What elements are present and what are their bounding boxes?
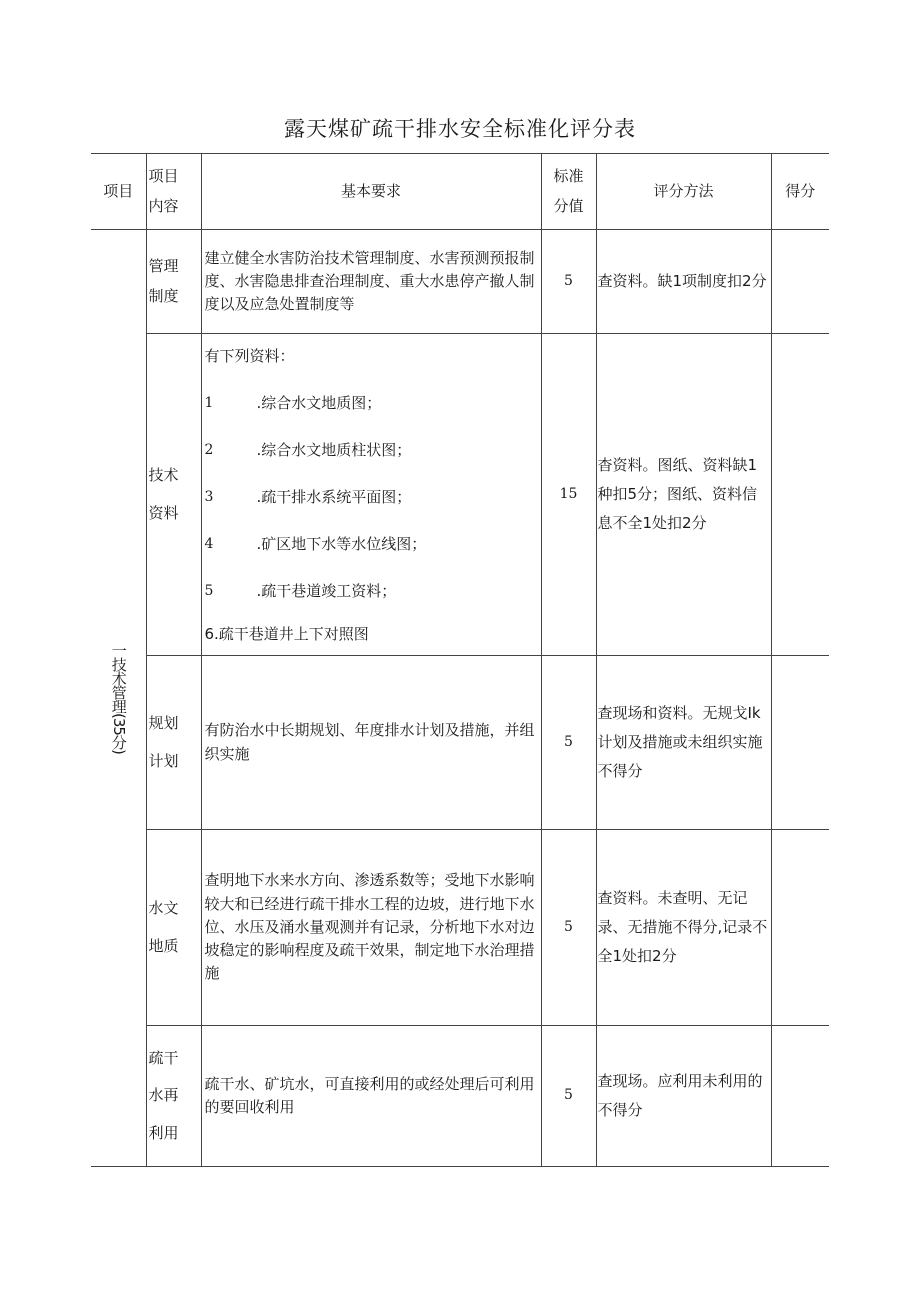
method-cell: 查现场。应利用未利用的不得分 <box>596 1026 771 1167</box>
table-row <box>91 830 829 1026</box>
content-cell: 水文 地质 <box>146 830 201 1026</box>
requirement-intro: 有下列资料： <box>204 347 295 366</box>
method-cell: 查现场和资料。无规戈Ik计划及措施或未组织实施不得分 <box>596 656 771 830</box>
header-content: 项目 内容 <box>146 154 201 230</box>
got-cell <box>771 230 829 334</box>
header-requirement: 基本要求 <box>201 154 541 230</box>
content-cell: 疏干 水再 利用 <box>146 1026 201 1167</box>
table-row <box>91 230 829 334</box>
header-got: 得分 <box>771 154 829 230</box>
header-item: 项目 <box>91 154 146 230</box>
list-item: 2 .综合水文地质柱状图； <box>204 440 412 459</box>
got-cell <box>771 1026 829 1167</box>
score-cell: 5 <box>541 656 596 830</box>
list-item: 5 .疏干巷道竣工资料； <box>204 581 397 600</box>
content-cell: 技术 资料 <box>146 334 201 656</box>
list-item: 3 .疏干排水系统平面图； <box>204 487 412 506</box>
method-cell: 杳资料。图纸、资料缺1种扣5分；图纸、资料信息不全1处扣2分 <box>596 334 771 656</box>
section-label: 一技术管理(35分) <box>109 642 128 754</box>
got-cell <box>771 656 829 830</box>
got-cell <box>771 334 829 656</box>
score-cell: 5 <box>541 830 596 1026</box>
requirement-cell: 查明地下水来水方向、渗透系数等；受地下水影响较大和已经进行疏干排水工程的边坡，进行地下水位、水压及涌水量观测并有记录，分析地下水对边坡稳定的影响程度及疏干效果，制定地下水治理措施 <box>201 830 541 1026</box>
table-row <box>91 334 829 656</box>
got-cell <box>771 830 829 1026</box>
list-item: 4 .矿区地下水等水位线图； <box>204 534 427 553</box>
score-cell: 5 <box>541 230 596 334</box>
requirement-cell <box>201 334 541 656</box>
content-cell: 规划 计划 <box>146 656 201 830</box>
header-score: 标准 分值 <box>541 154 596 230</box>
list-item: 1 .综合水文地质图； <box>204 393 382 412</box>
requirement-cell: 有防治水中长期规划、年度排水计划及措施，并组织实施 <box>201 656 541 830</box>
content-cell: 管理 制度 <box>146 230 201 334</box>
score-cell: 5 <box>541 1026 596 1167</box>
list-item: 6.疏干巷道井上下对照图 <box>204 625 369 644</box>
score-table <box>91 153 829 1167</box>
header-row <box>91 154 829 230</box>
table-row <box>91 1026 829 1167</box>
page-title: 露天煤矿疏干排水安全标准化评分表 <box>284 117 636 141</box>
requirement-cell: 建立健全水害防治技术管理制度、水害预测预报制度、水害隐患排查治理制度、重大水患停产撤人制度以及应急处置制度等 <box>201 230 541 334</box>
method-cell: 查资料。未查明、无记录、无措施不得分,记录不全1处扣2分 <box>596 830 771 1026</box>
score-cell: 15 <box>541 334 596 656</box>
header-method: 评分方法 <box>596 154 771 230</box>
requirement-cell: 疏干水、矿坑水，可直接利用的或经处理后可利用的要回收利用 <box>201 1026 541 1167</box>
section-label-cell <box>91 230 146 1167</box>
method-cell: 查资料。缺1项制度扣2分 <box>596 230 771 334</box>
table-row <box>91 656 829 830</box>
